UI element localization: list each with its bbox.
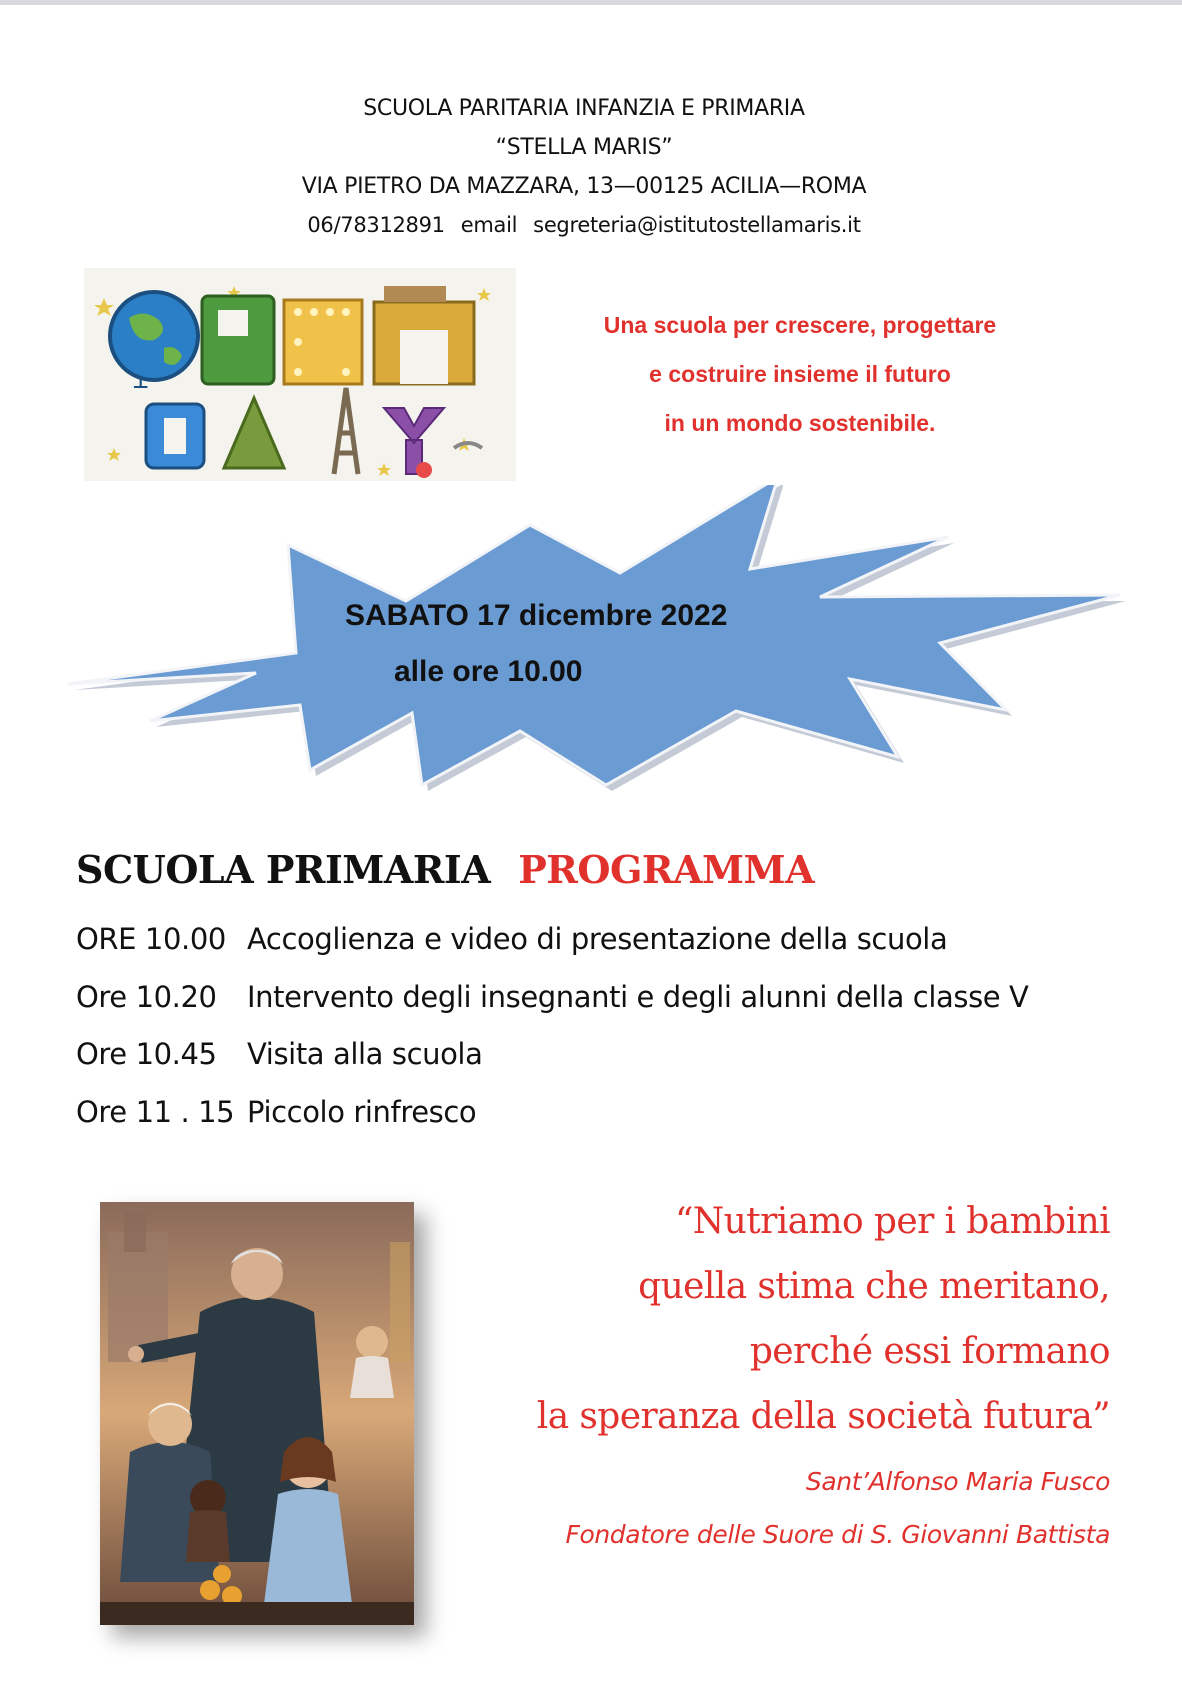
schedule-activity: Accoglienza e video di presentazione della scuola	[247, 922, 948, 956]
phone-number: 06/78312891	[307, 213, 445, 237]
email-address[interactable]: segreteria@istitutostellamaris.it	[533, 213, 861, 237]
schedule-item	[76, 969, 1136, 1027]
schedule-activity: Piccolo rinfresco	[247, 1094, 477, 1129]
school-address: VIA PIETRO DA MAZZARA, 13—00125 ACILIA—ROMA	[301, 174, 867, 199]
school-tagline	[570, 301, 1030, 448]
event-starburst	[60, 485, 1130, 825]
founder-quote	[490, 1189, 1110, 1449]
saint-portrait-image	[100, 1202, 414, 1625]
schedule-item	[76, 1084, 1136, 1142]
school-header	[0, 89, 1168, 245]
schedule-item	[76, 911, 1136, 969]
event-time: alle ore 10.00	[394, 655, 583, 688]
event-date: SABATO 17 dicembre 2022	[345, 599, 728, 632]
schedule-time: Ore 10.20	[76, 979, 217, 1014]
schedule-activity: Intervento degli insegnanti e degli alunni della classe V	[247, 979, 1029, 1014]
school-type: SCUOLA PARITARIA INFANZIA E PRIMARIA	[363, 96, 805, 121]
tagline-line-1: Una scuola per crescere, progettare	[603, 312, 997, 338]
quote-author-role: Fondatore delle Suore di S. Giovanni Battista	[565, 1520, 1110, 1549]
program-heading	[76, 847, 814, 892]
tagline-line-3: in un mondo sostenibile.	[664, 410, 936, 436]
quote-attribution	[490, 1455, 1110, 1561]
schedule-activity: Visita alla scuola	[247, 1037, 483, 1071]
schedule-time: Ore 11 . 15	[76, 1094, 235, 1129]
email-label: email	[460, 213, 518, 237]
tagline-line-2: e costruire insieme il futuro	[649, 361, 951, 387]
schedule-time: ORE 10.00	[76, 922, 226, 956]
quote-line-4: la speranza della società futura”	[536, 1396, 1110, 1437]
program-title: PROGRAMMA	[518, 847, 815, 892]
quote-line-1: “Nutriamo per i bambini	[674, 1201, 1110, 1242]
open-day-logo	[84, 268, 516, 481]
schedule-item	[76, 1026, 1136, 1084]
program-section: SCUOLA PRIMARIA	[76, 847, 491, 892]
quote-author: Sant’Alfonso Maria Fusco	[805, 1467, 1110, 1496]
school-name: “STELLA MARIS”	[495, 135, 673, 160]
program-schedule	[76, 911, 1136, 1141]
svg-text:⊥: ⊥	[132, 372, 150, 393]
schedule-time: Ore 10.45	[76, 1037, 217, 1071]
quote-line-3: perché essi formano	[749, 1331, 1110, 1372]
quote-line-2: quella stima che meritano,	[638, 1266, 1110, 1307]
contact-line	[0, 206, 1168, 245]
